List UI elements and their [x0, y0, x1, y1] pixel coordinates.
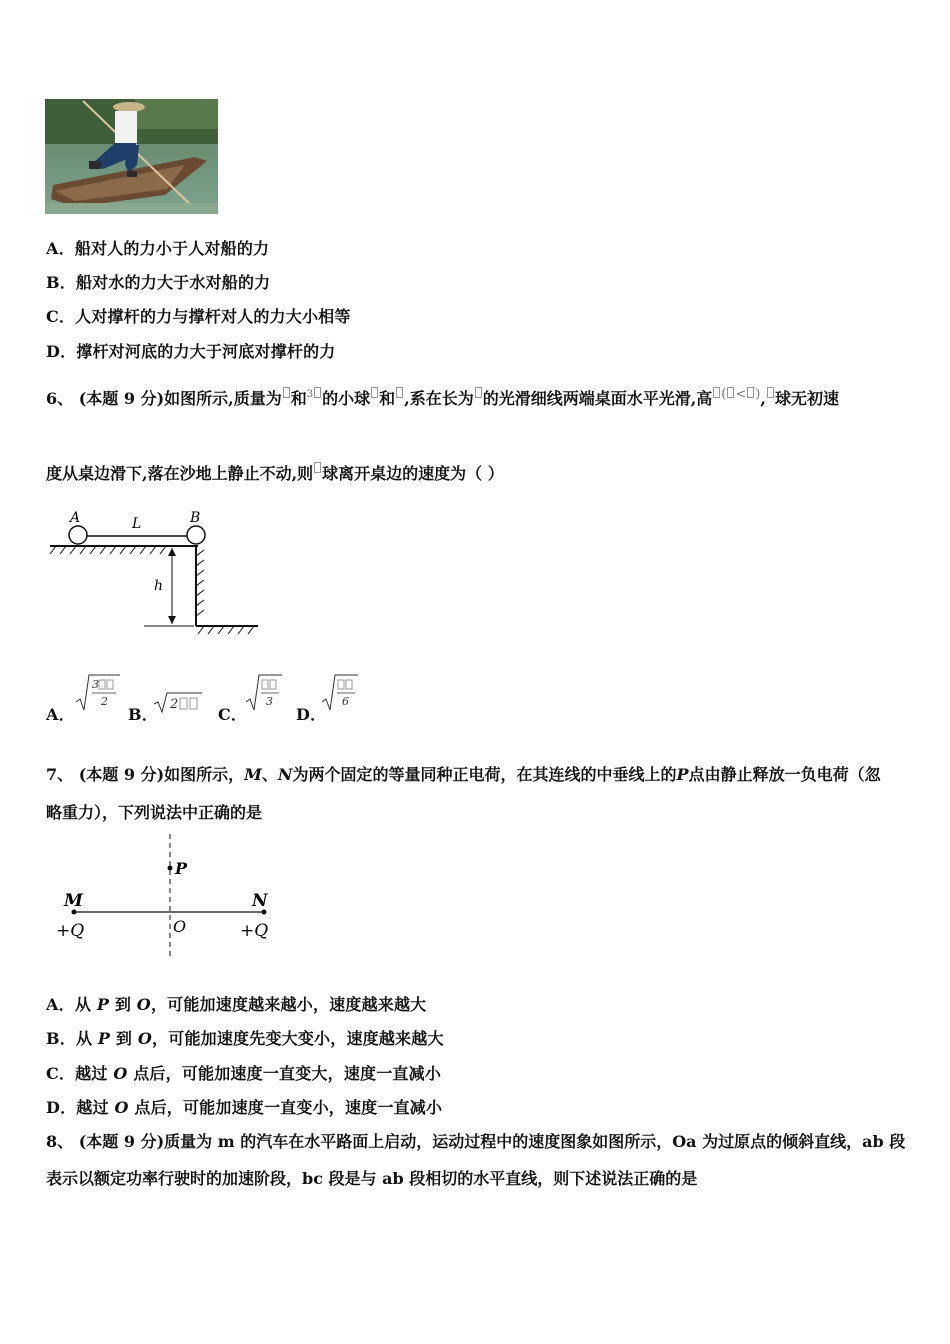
q7-line1 [46, 762, 881, 785]
option-symbol: O [114, 1098, 129, 1117]
symbol-m: M [244, 765, 262, 784]
missing-symbol [727, 387, 734, 398]
option-letter: A． [46, 705, 75, 724]
coefficient: 3 [306, 389, 314, 400]
label-o: O [173, 917, 187, 936]
q8-line2 [46, 1166, 697, 1189]
charges-figure [54, 832, 284, 960]
sqrt-expression-c [244, 672, 284, 714]
denominator: 6 [342, 695, 349, 708]
option-letter: D． [46, 1098, 77, 1117]
q6-text: 和 [379, 389, 396, 408]
option-letter: C． [46, 1064, 76, 1083]
option-letter: A． [46, 239, 75, 258]
boat-pole-photo [45, 99, 218, 214]
denominator: 2 [101, 695, 108, 708]
q6-text: 球无初速 [774, 389, 839, 408]
q8-text: 表示以额定功率行驶时的加速阶段，bc 段是与 ab 段相切的水平直线，则下述说法正确的是 [46, 1169, 698, 1188]
table-ball-figure [48, 508, 263, 638]
missing-symbol [396, 387, 403, 398]
label-m: M [64, 891, 83, 911]
ball-a [69, 526, 87, 544]
q7-text: 如图所示， [164, 765, 245, 784]
option-c [218, 702, 247, 725]
option-text: 到 [110, 1029, 138, 1048]
ball-b [187, 526, 205, 544]
sqrt-expression-a [74, 672, 122, 714]
option-letter: D． [296, 705, 327, 724]
question-number: 7、 [46, 765, 74, 784]
option-text: 从 [75, 1029, 98, 1048]
option-letter: A． [46, 995, 75, 1014]
q6-line2 [46, 461, 504, 484]
label-a: A [70, 510, 81, 526]
q6-text: 和 [290, 389, 307, 408]
q7-line2 [46, 800, 262, 823]
option-c [46, 1061, 441, 1084]
option-b [46, 270, 270, 293]
option-letter: D． [46, 342, 77, 361]
coefficient: 2 [170, 697, 179, 712]
symbol-n: N [277, 765, 293, 784]
missing-symbol [475, 387, 482, 398]
option-a [46, 992, 426, 1015]
option-d [46, 339, 335, 362]
q6-text: 球离开桌边的速度为（ ） [322, 464, 504, 483]
option-text: ，可能加速度越来越小，速度越来越大 [150, 995, 427, 1014]
option-b [46, 1026, 444, 1049]
missing-symbol [283, 387, 290, 398]
option-text: 越过 [76, 1098, 115, 1117]
option-a [46, 702, 75, 725]
option-d [46, 1095, 442, 1118]
paren: ( [721, 387, 727, 402]
missing-symbol [371, 387, 378, 398]
option-text: 船对人的力小于人对船的力 [74, 239, 270, 258]
missing-symbol [314, 462, 321, 473]
option-symbol: P [96, 995, 110, 1014]
missing-symbol [747, 387, 754, 398]
missing-symbol [767, 387, 774, 398]
less-than: < [735, 387, 747, 402]
q7-text: 为两个固定的等量同种正电荷，在其连线的中垂线上的 [292, 765, 677, 784]
label-charge-right: +Q [240, 921, 269, 941]
option-text: 撑杆对河底的力大于河底对撑杆的力 [76, 342, 336, 361]
label-n: N [252, 891, 268, 911]
q6-text: 度从桌边滑下,落在沙地上静止不动,则 [46, 464, 314, 483]
q6-text: 的小球 [322, 389, 371, 408]
option-symbol: O [113, 1064, 128, 1083]
option-letter: C． [46, 307, 76, 326]
option-letter: B． [46, 1029, 76, 1048]
q7-text: 略重力），下列说法中正确的是 [46, 803, 263, 822]
q7-text: 点由静止释放一负电荷（忽 [688, 765, 881, 784]
q8-line1 [46, 1129, 905, 1152]
symbol-p: P [676, 765, 689, 784]
option-letter: C． [218, 705, 248, 724]
q8-text: 质量为 m 的汽车在水平路面上启动，运动过程中的速度图象如图所示，Oa 为过原点的倾斜直线，ab 段 [164, 1132, 906, 1151]
option-symbol: O [136, 995, 151, 1014]
option-c [46, 304, 351, 327]
question-points: (本题 9 分) [78, 765, 165, 784]
q6-text: ,系在长为 [404, 389, 474, 408]
paren: ) [755, 387, 761, 402]
q7-text: 、 [261, 765, 278, 784]
question-points: (本题 9 分) [78, 389, 165, 408]
option-text: 点后，可能加速度一直变小，速度一直减小 [128, 1098, 443, 1117]
point-p-dot [168, 866, 173, 871]
option-symbol: O [137, 1029, 153, 1048]
label-l: L [132, 516, 142, 532]
question-number: 6、 [46, 389, 74, 408]
option-text: ，可能加速度先变大变小，速度越来越大 [152, 1029, 444, 1048]
numerator: 3 [92, 678, 99, 691]
sqrt-expression-d [320, 672, 360, 714]
label-p: P [175, 859, 188, 878]
q6-text: 的光滑细线两端桌面水平光滑,高 [482, 389, 713, 408]
option-text: 从 [74, 995, 97, 1014]
option-a [46, 236, 269, 259]
option-text: 到 [109, 995, 137, 1014]
option-text: 人对撑杆的力与撑杆对人的力大小相等 [75, 307, 351, 326]
q6-text: 如图所示,质量为 [164, 389, 282, 408]
q6-line1: 6、 (本题 9 分)如图所示,质量为 和$^3$ 的小球 和 ,系在长为 的光滑细线两端桌面水平光滑,高 ( < ), 球无初速 [46, 387, 839, 408]
option-text: 越过 [75, 1064, 114, 1083]
missing-symbol [314, 387, 321, 398]
sqrt-expression-b [152, 690, 204, 716]
option-text: 点后，可能加速度一直变大，速度一直减小 [127, 1064, 442, 1083]
option-letter: B． [46, 273, 76, 292]
question-points: (本题 9 分) [78, 1132, 165, 1151]
question-number: 8、 [46, 1132, 74, 1151]
label-h: h [154, 578, 164, 594]
label-b: B [190, 510, 201, 526]
option-text: 船对水的力大于水对船的力 [75, 273, 271, 292]
label-charge-left: +Q [56, 921, 85, 941]
option-symbol: P [97, 1029, 111, 1048]
option-letter: B． [128, 705, 158, 724]
missing-symbol [713, 387, 720, 398]
denominator: 3 [266, 695, 273, 708]
